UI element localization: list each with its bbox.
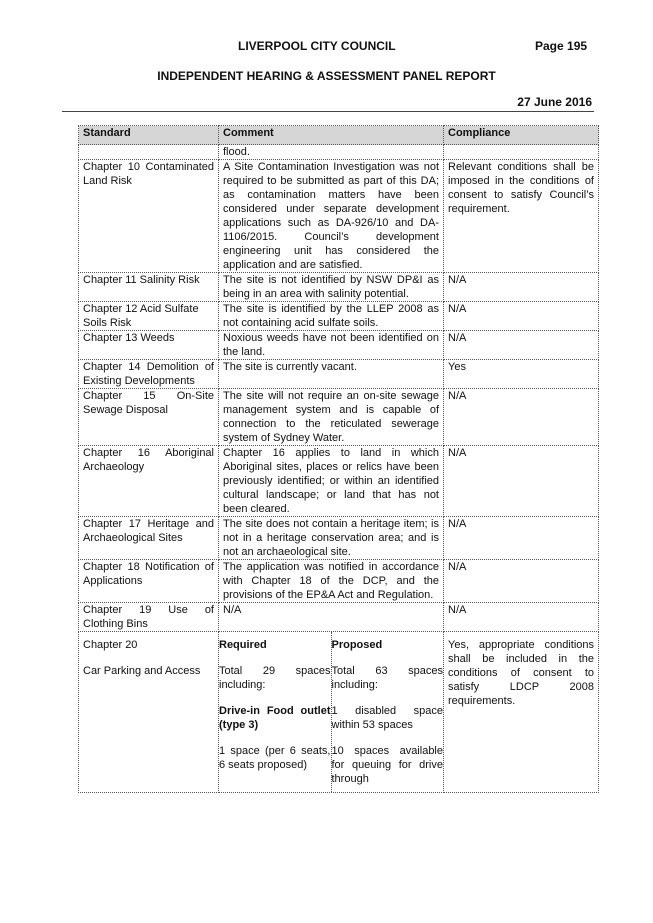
compliance-cell: N/A: [444, 560, 599, 603]
compliance-cell: Relevant conditions shall be imposed in the conditions of consent to satisfy Council’s requirement.: [444, 160, 599, 273]
table-row: [79, 331, 599, 360]
required-total: Total 29 spaces including:: [219, 665, 331, 691]
table-row: [79, 446, 599, 517]
parking-standard: Car Parking and Access: [83, 665, 201, 677]
standard-cell: Chapter 12 Acid Sulfate Soils Risk: [79, 302, 219, 331]
compliance-cell: N/A: [444, 273, 599, 302]
column-header-comment: Comment: [219, 126, 444, 145]
comment-cell: The site is identified by the LLEP 2008 as not containing acid sulfate soils.: [219, 302, 444, 331]
table-row: [79, 160, 599, 273]
required-rate: 1 space (per 6 seats, 6 seats proposed): [219, 745, 331, 771]
parking-subtable: [219, 632, 443, 792]
proposed-heading: Proposed: [331, 639, 383, 651]
proposed-column: [331, 632, 443, 792]
standard-cell: Chapter 16 Aboriginal Archaeology: [79, 446, 219, 517]
header-rule: [62, 111, 594, 112]
table-row: [79, 302, 599, 331]
compliance-cell: N/A: [444, 331, 599, 360]
required-heading: Required: [219, 639, 267, 651]
table-row: [79, 360, 599, 389]
comment-cell: flood.: [219, 145, 444, 160]
column-header-compliance: Compliance: [444, 126, 599, 145]
compliance-cell: Yes: [444, 360, 599, 389]
council-name: LIVERPOOL CITY COUNCIL: [238, 39, 396, 53]
assessment-table: [78, 125, 599, 793]
comment-cell: The site is currently vacant.: [219, 360, 444, 389]
required-column: [219, 632, 331, 792]
report-date: 27 June 2016: [517, 95, 592, 109]
required-sub: Drive-in Food outlet (type 3): [219, 705, 331, 731]
table-header-row: [79, 126, 599, 145]
table-row: [79, 560, 599, 603]
table-row-continued: [79, 145, 599, 160]
standard-cell: Chapter 18 Notification of Applications: [79, 560, 219, 603]
parking-chapter: Chapter 20: [83, 639, 138, 651]
compliance-cell: [444, 145, 599, 160]
compliance-cell: N/A: [444, 446, 599, 517]
comment-cell: The application was notified in accordance with Chapter 18 of the DCP, and the provisions of the EP&A Act and Regulation.: [219, 560, 444, 603]
standard-cell: Chapter 19 Use of Clothing Bins: [79, 603, 219, 632]
comment-cell: Noxious weeds have not been identified on the land.: [219, 331, 444, 360]
compliance-cell: N/A: [444, 603, 599, 632]
comment-cell: N/A: [219, 603, 444, 632]
comment-cell: Chapter 16 applies to land in which Aboriginal sites, places or relics have been previously identified; or within an identified cultural landscape; or land that has not been cleared.: [219, 446, 444, 517]
table-row: [79, 603, 599, 632]
comment-cell: A Site Contamination Investigation was not required to be submitted as part of this DA; as contamination matters have been considered under separate development applications such as DA-926/10 and DA-1106/2015. Council’s development engineering unit has considered the application and are satisfied.: [219, 160, 444, 273]
compliance-cell: N/A: [444, 517, 599, 560]
standard-cell: [79, 145, 219, 160]
standard-cell: Chapter 17 Heritage and Archaeological Sites: [79, 517, 219, 560]
standard-cell: Chapter 13 Weeds: [79, 331, 219, 360]
proposed-total: Total 63 spaces including:: [331, 665, 443, 691]
standard-cell: Chapter 14 Demolition of Existing Developments: [79, 360, 219, 389]
comment-cell: [219, 632, 444, 793]
standard-cell: Chapter 11 Salinity Risk: [79, 273, 219, 302]
compliance-cell: N/A: [444, 302, 599, 331]
standard-cell: Chapter 15 On-Site Sewage Disposal: [79, 389, 219, 446]
standard-cell: Chapter 10 Contaminated Land Risk: [79, 160, 219, 273]
table-row: [79, 389, 599, 446]
proposed-rate: 10 spaces available for queuing for drive through: [331, 745, 443, 785]
comment-cell: The site will not require an on-site sewage management system and is capable of connection to the reticulated sewerage system of Sydney Water.: [219, 389, 444, 446]
compliance-cell: Yes, appropriate conditions shall be included in the conditions of consent to satisfy LDCP 2008 requirements.: [444, 632, 599, 793]
proposed-sub: 1 disabled space within 53 spaces: [331, 705, 443, 731]
comment-cell: The site is not identified by NSW DP&I as being in an area with salinity potential.: [219, 273, 444, 302]
table-row: [79, 273, 599, 302]
report-title: INDEPENDENT HEARING & ASSESSMENT PANEL REPORT: [157, 69, 496, 83]
table-row: [79, 517, 599, 560]
standard-cell: [79, 632, 219, 793]
comment-cell: The site does not contain a heritage item; is not in a heritage conservation area; and is not an archaeological site.: [219, 517, 444, 560]
column-header-standard: Standard: [79, 126, 219, 145]
table-row-parking: [79, 632, 599, 793]
page-number: Page 195: [535, 39, 588, 53]
compliance-cell: N/A: [444, 389, 599, 446]
